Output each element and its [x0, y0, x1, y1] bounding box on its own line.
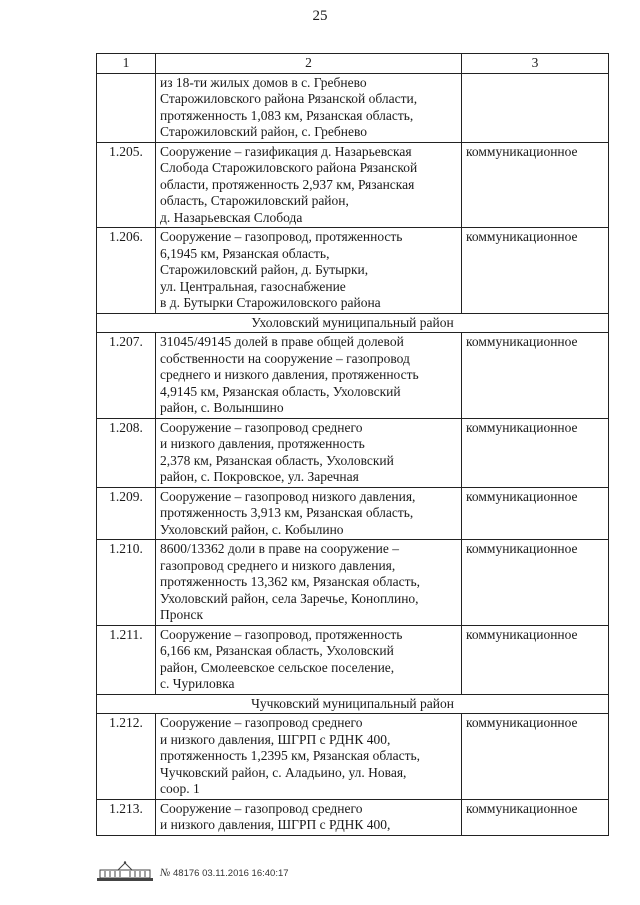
item-number: 1.207. — [97, 333, 156, 419]
table-row — [97, 228, 609, 314]
header-col-1: 1 — [97, 54, 156, 74]
item-type: коммуникационное — [462, 228, 609, 314]
item-type: коммуникационное — [462, 625, 609, 694]
item-number: 1.208. — [97, 418, 156, 487]
item-description: Сооружение – газопровод среднего и низкого давления, протяженность 2,378 км, Рязанская область, Ухоловский район, с. Покровское, ул. Заречная — [156, 418, 462, 487]
item-description: 31045/49145 долей в праве общей долевой собственности на сооружение – газопровод среднего и низкого давления, протяженность 4,9145 км, Рязанская область, Ухоловский район, с. Волыншино — [156, 333, 462, 419]
item-type: коммуникационное — [462, 142, 609, 228]
item-description: Сооружение – газификация д. Назарьевская Слобода Старожиловского района Рязанской области, протяженность 2,937 км, Рязанская область, Старожиловский район, д. Назарьевская Слобода — [156, 142, 462, 228]
item-type: коммуникационное — [462, 487, 609, 540]
item-type: коммуникационное — [462, 714, 609, 800]
header-col-2: 2 — [156, 54, 462, 74]
item-type — [462, 73, 609, 142]
item-number: 1.211. — [97, 625, 156, 694]
header-col-3: 3 — [462, 54, 609, 74]
item-number: 1.213. — [97, 799, 156, 835]
item-description: Сооружение – газопровод, протяженность 6,1945 км, Рязанская область, Старожиловский район, д. Бутырки, ул. Центральная, газоснабжение в д. Бутырки Старожиловского района — [156, 228, 462, 314]
item-type: коммуникационное — [462, 799, 609, 835]
section-row — [97, 313, 609, 333]
registration-stamp: 48176 03.11.2016 16:40:17 — [173, 868, 289, 879]
section-title: Ухоловский муниципальный район — [97, 313, 609, 333]
item-number: 1.209. — [97, 487, 156, 540]
item-type: коммуникационное — [462, 333, 609, 419]
number-sign: № — [160, 867, 171, 879]
table-row — [97, 418, 609, 487]
building-emblem-icon — [96, 860, 154, 887]
item-description: Сооружение – газопровод среднего и низкого давления, ШГРП с РДНК 400, протяженность 1,2395 км, Рязанская область, Чучковский район, с. Аладьино, ул. Новая, соор. 1 — [156, 714, 462, 800]
table-row — [97, 487, 609, 540]
table-row — [97, 333, 609, 419]
item-description: Сооружение – газопровод, протяженность 6,166 км, Рязанская область, Ухоловский район, Смолеевское сельское поселение, с. Чуриловка — [156, 625, 462, 694]
table-row — [97, 540, 609, 626]
item-description: из 18-ти жилых домов в с. Гребнево Старожиловского района Рязанской области, протяженность 1,083 км, Рязанская область, Старожиловский район, с. Гребнево — [156, 73, 462, 142]
item-description: Сооружение – газопровод среднего и низкого давления, ШГРП с РДНК 400, — [156, 799, 462, 835]
table-row — [97, 73, 609, 142]
table-header-row — [97, 54, 609, 74]
item-description: 8600/13362 доли в праве на сооружение – газопровод среднего и низкого давления, протяженность 13,362 км, Рязанская область, Ухоловский район, села Заречье, Коноплино, Пронск — [156, 540, 462, 626]
page-number: 25 — [312, 8, 328, 24]
item-description: Сооружение – газопровод низкого давления, протяженность 3,913 км, Рязанская область, Ухоловский район, с. Кобылино — [156, 487, 462, 540]
table-row — [97, 714, 609, 800]
item-number: 1.206. — [97, 228, 156, 314]
table-row — [97, 799, 609, 835]
section-row — [97, 694, 609, 714]
table-row — [97, 625, 609, 694]
property-table — [96, 53, 609, 836]
item-number: 1.212. — [97, 714, 156, 800]
item-type: коммуникационное — [462, 540, 609, 626]
footer-stamp — [96, 862, 289, 884]
item-number: 1.205. — [97, 142, 156, 228]
item-number — [97, 73, 156, 142]
item-type: коммуникационное — [462, 418, 609, 487]
item-number: 1.210. — [97, 540, 156, 626]
section-title: Чучковский муниципальный район — [97, 694, 609, 714]
table-row — [97, 142, 609, 228]
